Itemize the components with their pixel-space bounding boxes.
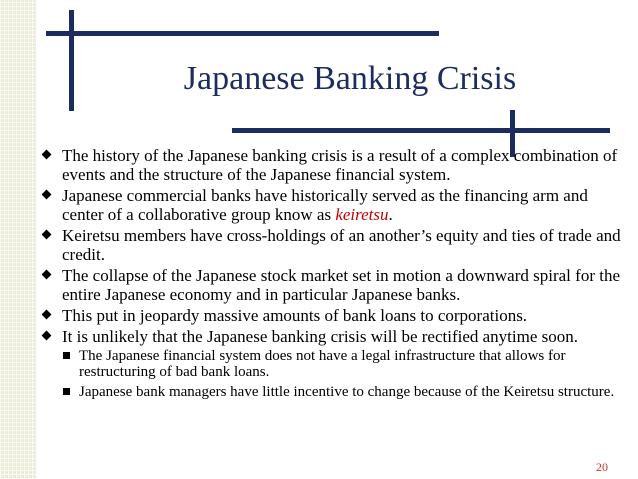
- sub-bullet-text: The Japanese financial system does not have a legal infrastructure that allows for restructuring of bad bank loans.: [79, 348, 566, 380]
- bullet-text: Keiretsu members have cross-holdings of an another’s equity and ties of trade and credit.: [62, 226, 621, 264]
- decorative-bar-vertical-left: [69, 10, 74, 111]
- bullet-item: [38, 186, 628, 224]
- sub-bullet-text: Japanese bank managers have little incentive to change because of the Keiretsu structure.: [79, 384, 615, 400]
- diamond-bullet-icon: [42, 331, 52, 341]
- sub-bullet-item: [62, 384, 628, 400]
- sub-bullet-item: [62, 348, 628, 380]
- diamond-bullet-icon: [42, 310, 52, 320]
- bullet-item: [38, 146, 628, 184]
- bullet-text: This put in jeopardy massive amounts of bank loans to corporations.: [62, 306, 528, 325]
- bullet-item: [38, 327, 628, 400]
- diamond-bullet-icon: [42, 270, 52, 280]
- decorative-bar-top: [46, 31, 439, 36]
- decorative-left-stripe: [0, 0, 36, 479]
- square-bullet-icon: [63, 352, 70, 359]
- bullet-text: Japanese commercial banks have historically served as the financing arm and center of a collaborative group know as: [62, 186, 588, 224]
- bullet-list: [38, 146, 628, 404]
- square-bullet-icon: [63, 388, 70, 395]
- bullet-item: [38, 306, 628, 325]
- bullet-text: The collapse of the Japanese stock market set in motion a downward spiral for the entire Japanese economy and in particular Japanese banks.: [62, 266, 620, 304]
- keyword-keiretsu: keiretsu: [335, 205, 389, 224]
- diamond-bullet-icon: [42, 190, 52, 200]
- bullet-item: [38, 266, 628, 304]
- bullet-item: [38, 226, 628, 264]
- bullet-text: It is unlikely that the Japanese banking crisis will be rectified anytime soon.: [62, 327, 579, 346]
- bullet-text: The history of the Japanese banking crisis is a result of a complex combination of events and the structure of the Japanese financial system.: [62, 146, 618, 184]
- diamond-bullet-icon: [42, 150, 52, 160]
- bullet-text-end: .: [388, 205, 393, 224]
- diamond-bullet-icon: [42, 230, 52, 240]
- page-number: 20: [596, 460, 608, 474]
- decorative-bar-right: [232, 128, 610, 133]
- sub-bullet-list: [62, 348, 628, 400]
- slide-title: Japanese Banking Crisis: [183, 60, 517, 97]
